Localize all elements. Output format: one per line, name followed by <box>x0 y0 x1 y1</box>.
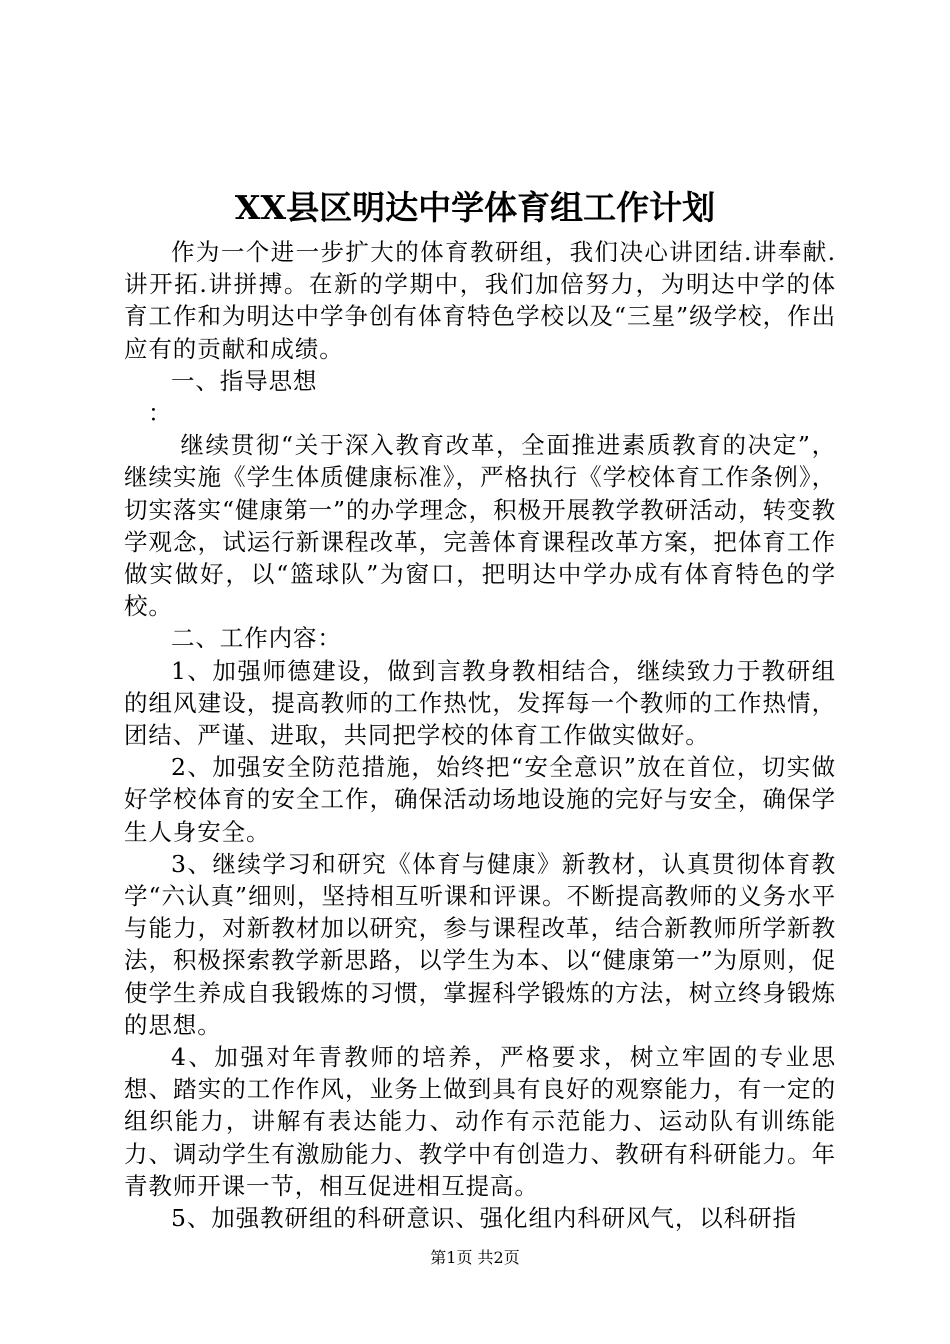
guiding-ideology-paragraph: 继续贯彻“关于深入教育改革，全面推进素质教育的决定”，继续实施《学生体质健康标准》，严格执行《学校体育工作条例》，切实落实“健康第一”的办学理念，积极开展教学教研活动，转变教学观念，试运行新课程改革，完善体育课程改革方案，把体育工作做实做好，以“篮球队”为窗口，把明达中学办成有体育特色的学校。 <box>124 431 836 621</box>
section-heading-guiding-ideology: 一、指导思想 <box>171 366 318 395</box>
work-item-5: 5、加强教研组的科研意识、强化组内科研风气，以科研指 <box>171 1204 797 1233</box>
document-body <box>124 236 836 1234</box>
section-heading-work-content: 二、工作内容： <box>171 624 342 653</box>
intro-paragraph: 作为一个进一步扩大的体育教研组，我们决心讲团结.讲奉献.讲开拓.讲拼搏。在新的学期中，我们加倍努力，为明达中学的体育工作和为明达中学争创有体育特色学校以及“三星”级学校，作出应有的贡献和成绩。 <box>124 238 836 363</box>
work-item-3: 3、继续学习和研究《体育与健康》新教材，认真贯彻体育教学“六认真”细则，坚持相互听课和评课。不断提高教师的义务水平与能力，对新教材加以研究，参与课程改革，结合新教师所学新教法，积极探索教学新思路，以学生为本、以“健康第一”为原则，促使学生养成自我锻炼的习惯，掌握科学锻炼的方法，树立终身锻炼的思想。 <box>124 849 836 1039</box>
page-footer: 第1页 共2页 <box>430 1248 520 1267</box>
work-item-4: 4、加强对年青教师的培养，严格要求，树立牢固的专业思想、踏实的工作作风，业务上做到具有良好的观察能力，有一定的组织能力，讲解有表达能力、动作有示范能力、运动队有训练能力、调动学生有激励能力、教学中有创造力、教研有科研能力。年青教师开课一节，相互促进相互提高。 <box>124 1043 836 1200</box>
document-title: XX县区明达中学体育组工作计划 <box>234 188 716 227</box>
work-item-1: 1、加强师德建设，做到言教身教相结合，继续致力于教研组的组风建设，提高教师的工作热忱，发挥每一个教师的工作热情，团结、严谨、进取，共同把学校的体育工作做实做好。 <box>124 656 836 750</box>
colon-line: ： <box>148 399 173 428</box>
work-item-2: 2、加强安全防范措施，始终把“安全意识”放在首位，切实做好学校体育的安全工作，确保活动场地设施的完好与安全，确保学生人身安全。 <box>124 753 836 846</box>
